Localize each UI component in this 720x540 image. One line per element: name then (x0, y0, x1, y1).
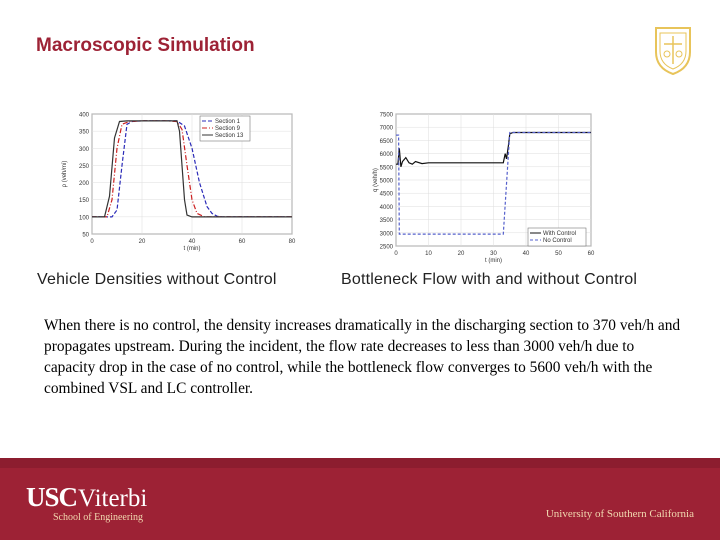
x-axis-label: t (min) (183, 246, 201, 252)
x-tick-label: 10 (425, 251, 432, 257)
university-name: University of Southern California (545, 508, 694, 520)
logo-viterbi: Viterbi (78, 485, 148, 512)
legend-label: Section 13 (215, 133, 244, 139)
footer-bar (0, 458, 720, 540)
x-tick-label: 60 (587, 251, 595, 257)
x-tick-label: 40 (188, 239, 196, 245)
logo-usc: USC (26, 482, 78, 512)
x-tick-label: 20 (138, 239, 146, 245)
x-axis-label: t (min) (485, 258, 502, 264)
y-tick-label: 4000 (379, 204, 393, 211)
x-tick-label: 0 (90, 239, 94, 245)
legend-label: No Control (543, 238, 572, 244)
x-tick-label: 50 (555, 251, 562, 257)
y-tick-label: 250 (78, 163, 89, 170)
y-tick-label: 100 (78, 215, 89, 222)
legend-label: Section 1 (215, 119, 241, 125)
y-tick-label: 200 (78, 181, 89, 188)
flow-chart (368, 105, 603, 265)
y-tick-label: 4500 (379, 191, 393, 198)
x-tick-label: 80 (288, 239, 296, 245)
legend-label: Section 9 (215, 126, 241, 132)
y-tick-label: 300 (78, 146, 89, 153)
y-tick-label: 2500 (379, 244, 393, 251)
y-tick-label: 150 (78, 198, 89, 205)
y-tick-label: 5000 (379, 178, 393, 185)
y-tick-label: 50 (82, 232, 89, 239)
y-tick-label: 3500 (379, 218, 393, 225)
slide-body-text: When there is no control, the density increases dramatically in the discharging section to 370 veh/h and propagates upstream. During the incident, the flow rate decreases to less than 3000 veh/h due to capacity drop in the case of no control, while the bottleneck flow converges to 5600 veh/h with the combined VSL and LC controller. (44, 317, 681, 397)
x-tick-label: 60 (238, 239, 246, 245)
y-tick-label: 6500 (379, 138, 393, 145)
usc-seal-icon (652, 24, 694, 76)
y-tick-label: 3000 (379, 231, 393, 238)
y-tick-label: 5500 (379, 165, 393, 172)
y-tick-label: 400 (78, 112, 89, 119)
y-tick-label: 7500 (379, 112, 393, 119)
y-tick-label: 350 (78, 129, 89, 136)
x-tick-label: 30 (490, 251, 497, 257)
slide-title: Macroscopic Simulation (36, 35, 255, 56)
y-axis-label: q (veh/h) (373, 168, 379, 192)
x-tick-label: 20 (457, 251, 465, 257)
density-chart (40, 105, 300, 265)
y-tick-label: 7000 (379, 125, 393, 132)
y-axis-label: ρ (veh/mi) (62, 160, 68, 188)
footer-band (0, 458, 720, 468)
legend-label: With Control (543, 231, 577, 237)
y-tick-label: 6000 (379, 152, 393, 159)
density-chart-caption: Vehicle Densities without Control (37, 271, 277, 288)
x-tick-label: 0 (394, 251, 398, 257)
x-tick-label: 40 (522, 251, 530, 257)
logo-subtitle: School of Engineering (53, 512, 143, 523)
usc-viterbi-logo (26, 482, 147, 513)
flow-chart-caption: Bottleneck Flow with and without Control (341, 271, 638, 288)
